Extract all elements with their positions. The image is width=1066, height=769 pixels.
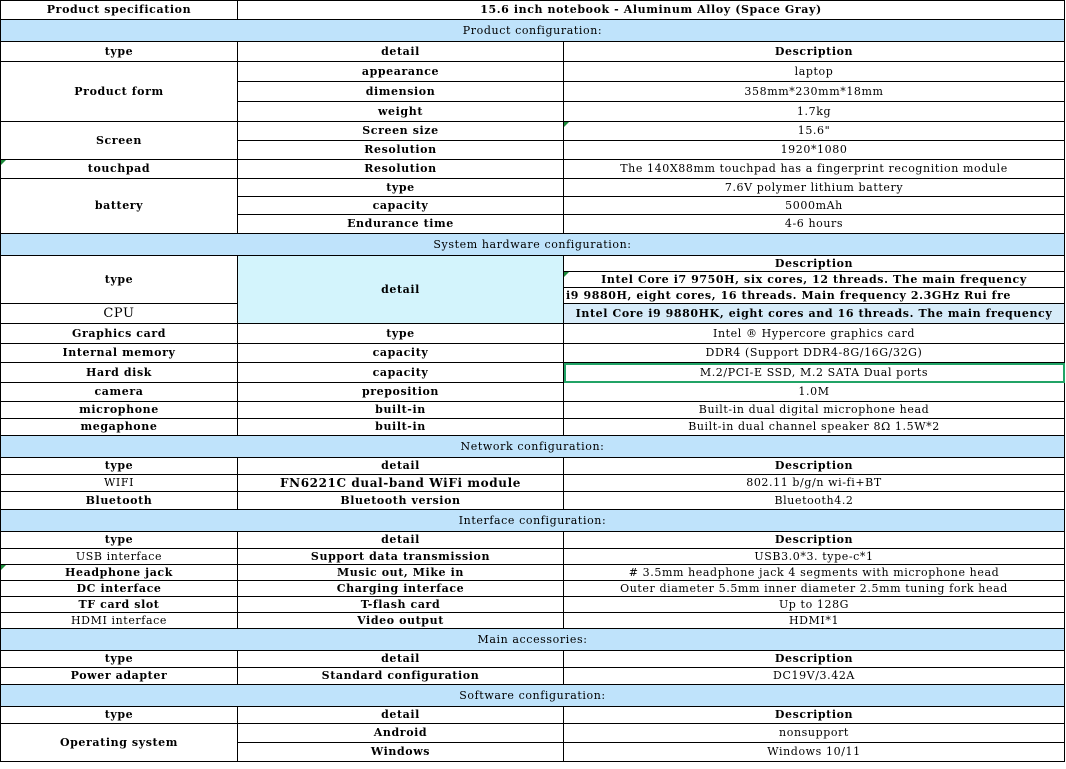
cell-adapter-detail[interactable]: Standard configuration [238, 668, 564, 685]
cell-usb-detail[interactable]: Support data transmission [238, 549, 564, 565]
cell-capacity-label[interactable]: capacity [238, 197, 564, 215]
cell-tf-value[interactable]: Up to 128G [564, 597, 1065, 613]
cell-camera-detail[interactable]: preposition [238, 383, 564, 402]
cell-headphone-value[interactable]: # 3.5mm headphone jack 4 segments with microphone head [564, 565, 1065, 581]
cell-android-value[interactable]: nonsupport [564, 724, 1065, 743]
cell-memory-value[interactable]: DDR4 (Support DDR4-8G/16G/32G) [564, 344, 1065, 363]
col-header-description[interactable]: Description [564, 42, 1065, 62]
cell-megaphone-value[interactable]: Built-in dual channel speaker 8Ω 1.5W*2 [564, 419, 1065, 436]
cell-memory[interactable]: Internal memory [1, 344, 238, 363]
cell-cpu-i9hk[interactable]: Intel Core i9 9880HK, eight cores and 16 threads. The main frequency [564, 304, 1065, 324]
section-product[interactable]: Product configuration: [1, 20, 1065, 42]
cell-windows[interactable]: Windows [238, 743, 564, 762]
cell-product-form[interactable]: Product form [1, 62, 238, 122]
if-header-detail[interactable]: detail [238, 532, 564, 549]
cell-tf-detail[interactable]: T-flash card [238, 597, 564, 613]
cell-disk-detail[interactable]: capacity [238, 363, 564, 383]
cell-graphics[interactable]: Graphics card [1, 324, 238, 344]
cell-bluetooth-detail[interactable]: Bluetooth version [238, 492, 564, 510]
cell-camera-value[interactable]: 1.0M [564, 383, 1065, 402]
cell-microphone-detail[interactable]: built-in [238, 402, 564, 419]
cell-adapter[interactable]: Power adapter [1, 668, 238, 685]
cell-appearance-label[interactable]: appearance [238, 62, 564, 82]
title-row [1, 1, 1065, 20]
cell-battery[interactable]: battery [1, 179, 238, 234]
cell-screen-size-value[interactable]: 15.6" [564, 122, 1065, 141]
cell-disk[interactable]: Hard disk [1, 363, 238, 383]
cell-cpu-i7[interactable]: Intel Core i7 9750H, six cores, 12 threads. The main frequency [564, 272, 1065, 288]
cell-capacity-value[interactable]: 5000mAh [564, 197, 1065, 215]
acc-header-detail[interactable]: detail [238, 651, 564, 668]
cell-hw-type[interactable]: type [1, 256, 238, 304]
cell-resolution-value[interactable]: 1920*1080 [564, 141, 1065, 160]
cell-android[interactable]: Android [238, 724, 564, 743]
cell-microphone[interactable]: microphone [1, 402, 238, 419]
cell-wifi-detail[interactable]: FN6221C dual-band WiFi module [238, 475, 564, 492]
sheet-label[interactable]: Product specification [1, 1, 238, 20]
cell-battery-type-label[interactable]: type [238, 179, 564, 197]
cell-appearance-value[interactable]: laptop [564, 62, 1065, 82]
cell-resolution-label[interactable]: Resolution [238, 141, 564, 160]
cell-dc-value[interactable]: Outer diameter 5.5mm inner diameter 2.5mm tuning fork head [564, 581, 1065, 597]
cell-usb[interactable]: USB interface [1, 549, 238, 565]
cell-usb-value[interactable]: USB3.0*3. type-c*1 [564, 549, 1065, 565]
cell-dimension-label[interactable]: dimension [238, 82, 564, 102]
cell-dimension-value[interactable]: 358mm*230mm*18mm [564, 82, 1065, 102]
cell-screen[interactable]: Screen [1, 122, 238, 160]
section-network[interactable]: Network configuration: [1, 436, 1065, 458]
sw-header-description[interactable]: Description [564, 707, 1065, 724]
cell-headphone-detail[interactable]: Music out, Mike in [238, 565, 564, 581]
net-header-type[interactable]: type [1, 458, 238, 475]
section-hardware[interactable]: System hardware configuration: [1, 234, 1065, 256]
acc-header-description[interactable]: Description [564, 651, 1065, 668]
cell-camera[interactable]: camera [1, 383, 238, 402]
cell-microphone-value[interactable]: Built-in dual digital microphone head [564, 402, 1065, 419]
col-header-type[interactable]: type [1, 42, 238, 62]
sw-header-detail[interactable]: detail [238, 707, 564, 724]
section-interface[interactable]: Interface configuration: [1, 510, 1065, 532]
cell-cpu[interactable]: CPU [1, 304, 238, 324]
cell-screen-size-label[interactable]: Screen size [238, 122, 564, 141]
net-header-detail[interactable]: detail [238, 458, 564, 475]
header-row [1, 42, 1065, 62]
cell-windows-value[interactable]: Windows 10/11 [564, 743, 1065, 762]
cell-weight-label[interactable]: weight [238, 102, 564, 122]
cell-touchpad-detail[interactable]: Resolution [238, 160, 564, 179]
cell-disk-value-selected[interactable]: M.2/PCI-E SSD, M.2 SATA Dual ports [564, 363, 1065, 383]
cell-hdmi[interactable]: HDMI interface [1, 613, 238, 629]
cell-cpu-i9[interactable]: i9 9880H, eight cores, 16 threads. Main frequency 2.3GHz Rui fre [564, 288, 1065, 304]
cell-hdmi-detail[interactable]: Video output [238, 613, 564, 629]
cell-megaphone-detail[interactable]: built-in [238, 419, 564, 436]
cell-touchpad-value[interactable]: The 140X88mm touchpad has a fingerprint recognition module [564, 160, 1065, 179]
if-header-type[interactable]: type [1, 532, 238, 549]
cell-os[interactable]: Operating system [1, 724, 238, 762]
cell-tf[interactable]: TF card slot [1, 597, 238, 613]
cell-endurance-value[interactable]: 4-6 hours [564, 215, 1065, 234]
cell-dc[interactable]: DC interface [1, 581, 238, 597]
cell-megaphone[interactable]: megaphone [1, 419, 238, 436]
cell-bluetooth[interactable]: Bluetooth [1, 492, 238, 510]
cell-hw-detail[interactable]: detail [238, 256, 564, 324]
section-accessories[interactable]: Main accessories: [1, 629, 1065, 651]
cell-battery-type-value[interactable]: 7.6V polymer lithium battery [564, 179, 1065, 197]
sw-header-type[interactable]: type [1, 707, 238, 724]
cell-graphics-value[interactable]: Intel ® Hypercore graphics card [564, 324, 1065, 344]
cell-adapter-value[interactable]: DC19V/3.42A [564, 668, 1065, 685]
cell-bluetooth-value[interactable]: Bluetooth4.2 [564, 492, 1065, 510]
section-software[interactable]: Software configuration: [1, 685, 1065, 707]
cell-graphics-detail[interactable]: type [238, 324, 564, 344]
cell-hdmi-value[interactable]: HDMI*1 [564, 613, 1065, 629]
col-header-detail[interactable]: detail [238, 42, 564, 62]
cell-headphone[interactable]: Headphone jack [1, 565, 238, 581]
cell-wifi[interactable]: WIFI [1, 475, 238, 492]
sheet-title[interactable]: 15.6 inch notebook - Aluminum Alloy (Space Gray) [238, 1, 1065, 20]
cell-endurance-label[interactable]: Endurance time [238, 215, 564, 234]
cell-weight-value[interactable]: 1.7kg [564, 102, 1065, 122]
acc-header-type[interactable]: type [1, 651, 238, 668]
if-header-description[interactable]: Description [564, 532, 1065, 549]
cell-wifi-value[interactable]: 802.11 b/g/n wi-fi+BT [564, 475, 1065, 492]
cell-touchpad[interactable]: touchpad [1, 160, 238, 179]
cell-memory-detail[interactable]: capacity [238, 344, 564, 363]
cell-hw-description[interactable]: Description [564, 256, 1065, 272]
net-header-description[interactable]: Description [564, 458, 1065, 475]
cell-dc-detail[interactable]: Charging interface [238, 581, 564, 597]
